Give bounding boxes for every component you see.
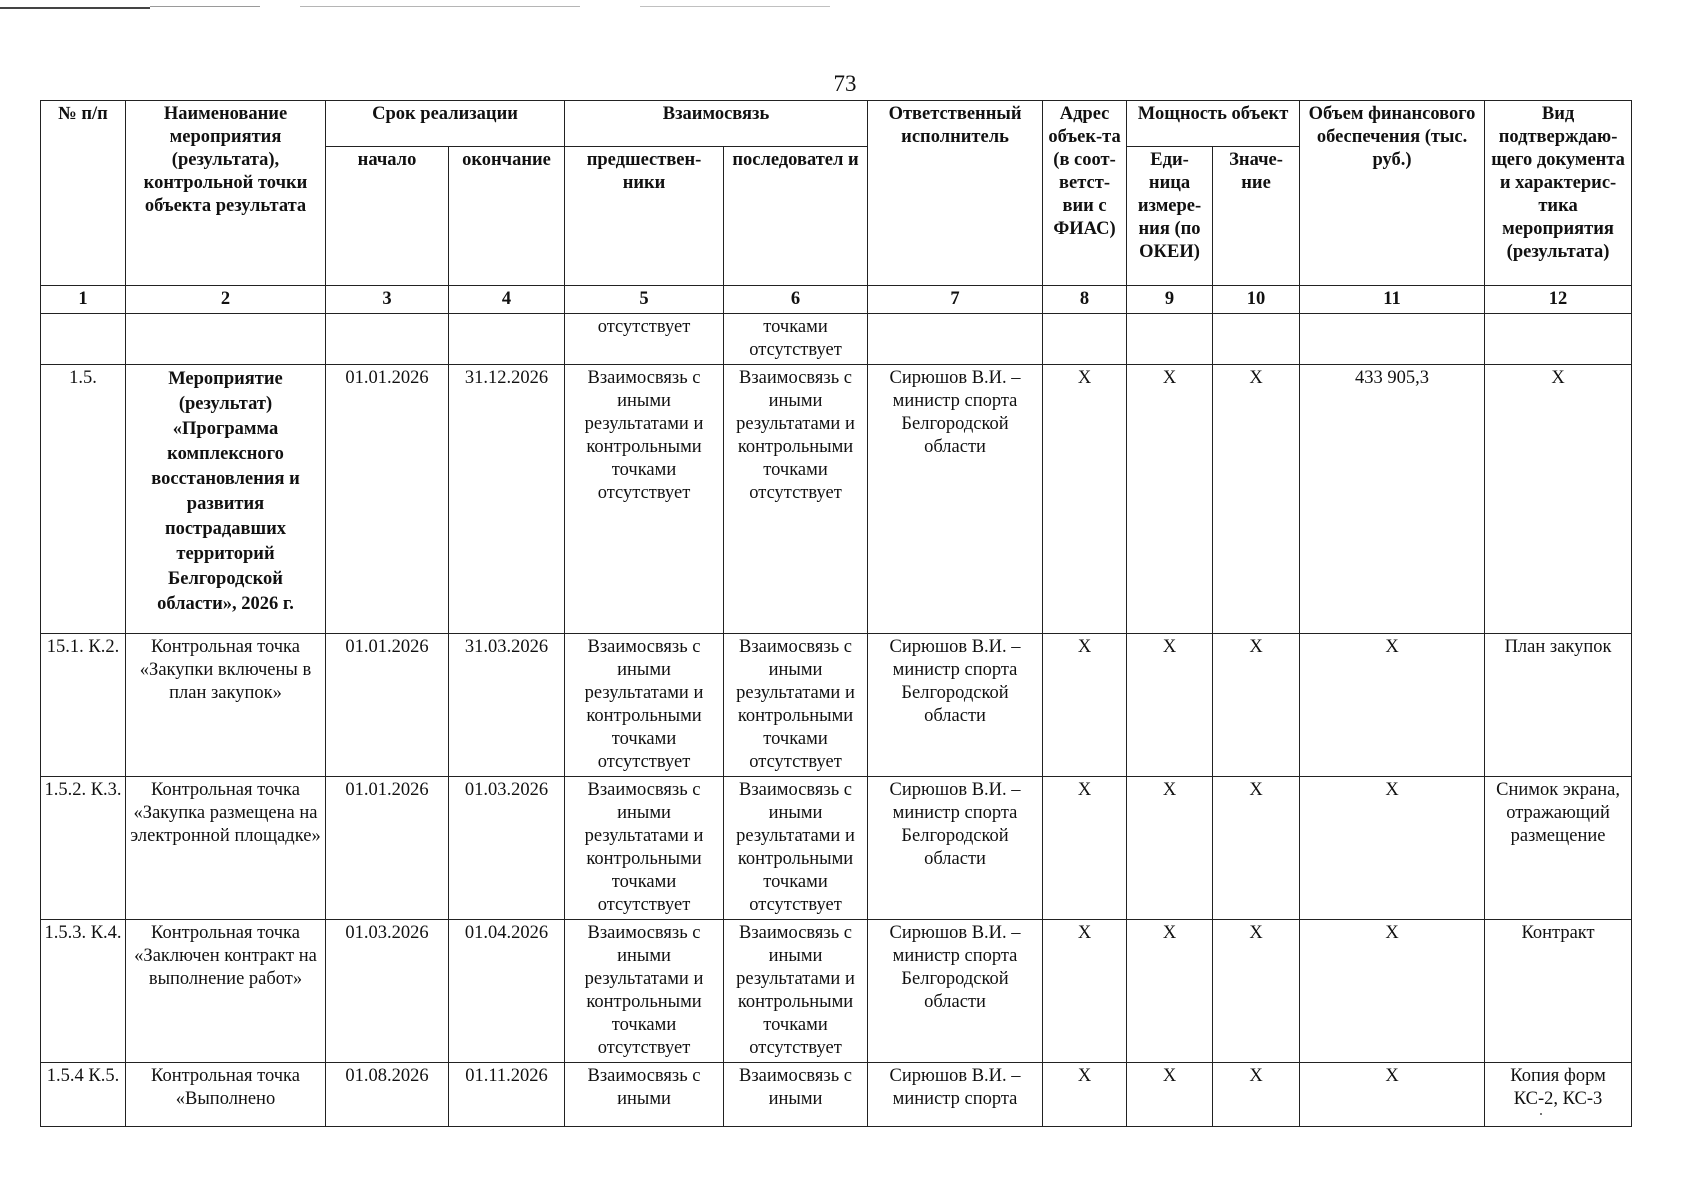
table-row — [41, 365, 1632, 634]
cell-start: 01.01.2026 — [326, 777, 449, 920]
cell-financing: X — [1300, 777, 1485, 920]
cell-financing: X — [1300, 634, 1485, 777]
cell-unit: X — [1127, 920, 1213, 1063]
cell-responsible: Сирюшов В.И. – министр спорта Белгородской области — [868, 920, 1043, 1063]
plan-table — [40, 100, 1632, 1127]
cell-end: 01.11.2026 — [449, 1063, 565, 1127]
column-number: 7 — [868, 286, 1043, 314]
table-row — [41, 777, 1632, 920]
cell-num: 1.5.4 К.5. — [41, 1063, 126, 1127]
cell-start: 01.01.2026 — [326, 634, 449, 777]
cell-start: 01.01.2026 — [326, 365, 449, 634]
cell-num: 1.5. — [41, 365, 126, 634]
header-term: Срок реализации — [326, 101, 565, 147]
cell-value — [1213, 314, 1300, 365]
cell-successors: Взаимосвязь с иными — [724, 1063, 868, 1127]
cell-address — [1043, 314, 1127, 365]
table-row-continuation — [41, 314, 1632, 365]
cell-unit: X — [1127, 365, 1213, 634]
cell-unit: X — [1127, 634, 1213, 777]
cell-document: Снимок экрана, отражающий размещение — [1485, 777, 1632, 920]
cell-predecessors: Взаимосвязь с иными результатами и контрольными точками отсутствует — [565, 365, 724, 634]
cell-address: X — [1043, 1063, 1127, 1127]
cell-value: X — [1213, 1063, 1300, 1127]
cell-name: Контрольная точка «Заключен контракт на выполнение работ» — [126, 920, 326, 1063]
cell-responsible: Сирюшов В.И. – министр спорта Белгородской области — [868, 365, 1043, 634]
cell-num — [41, 314, 126, 365]
cell-num: 1.5.3. К.4. — [41, 920, 126, 1063]
cell-value: X — [1213, 777, 1300, 920]
cell-value: X — [1213, 365, 1300, 634]
cell-document: Контракт — [1485, 920, 1632, 1063]
cell-unit: X — [1127, 777, 1213, 920]
cell-successors: Взаимосвязь с иными результатами и контрольными точками отсутствует — [724, 777, 868, 920]
cell-end: 31.03.2026 — [449, 634, 565, 777]
cell-financing: 433 905,3 — [1300, 365, 1485, 634]
header-predecessors: предшествен-ники — [565, 147, 724, 286]
cell-name — [126, 314, 326, 365]
cell-responsible: Сирюшов В.И. – министр спорта — [868, 1063, 1043, 1127]
cell-address: X — [1043, 777, 1127, 920]
column-number: 2 — [126, 286, 326, 314]
cell-responsible: Сирюшов В.И. – министр спорта Белгородской области — [868, 777, 1043, 920]
column-number: 5 — [565, 286, 724, 314]
cell-unit — [1127, 314, 1213, 365]
cell-document: Копия форм КС-2, КС-3 — [1485, 1063, 1632, 1127]
header-financing: Объем финансового обеспечения (тыс. руб.) — [1300, 101, 1485, 286]
cell-financing: X — [1300, 920, 1485, 1063]
column-number: 3 — [326, 286, 449, 314]
cell-document — [1485, 314, 1632, 365]
cell-financing — [1300, 314, 1485, 365]
cell-predecessors: Взаимосвязь с иными результатами и контрольными точками отсутствует — [565, 634, 724, 777]
column-number: 11 — [1300, 286, 1485, 314]
header-successors: последовател и — [724, 147, 868, 286]
header-link: Взаимосвязь — [565, 101, 868, 147]
header-power: Мощность объект — [1127, 101, 1300, 147]
table-row — [41, 1063, 1632, 1127]
cell-value: X — [1213, 920, 1300, 1063]
header-responsible: Ответственный исполнитель — [868, 101, 1043, 286]
column-number: 12 — [1485, 286, 1632, 314]
cell-name: Контрольная точка «Выполнено — [126, 1063, 326, 1127]
header-start: начало — [326, 147, 449, 286]
column-number: 6 — [724, 286, 868, 314]
cell-value: X — [1213, 634, 1300, 777]
cell-document: X — [1485, 365, 1632, 634]
cell-name: Контрольная точка «Закупка размещена на электронной площадке» — [126, 777, 326, 920]
header-num: № п/п — [41, 101, 126, 286]
column-number: 8 — [1043, 286, 1127, 314]
cell-responsible — [868, 314, 1043, 365]
cell-end: 01.04.2026 — [449, 920, 565, 1063]
cell-predecessors: Взаимосвязь с иными — [565, 1063, 724, 1127]
cell-successors: Взаимосвязь с иными результатами и контрольными точками отсутствует — [724, 920, 868, 1063]
cell-responsible: Сирюшов В.И. – министр спорта Белгородской области — [868, 634, 1043, 777]
cell-address: X — [1043, 920, 1127, 1063]
cell-name: Мероприятие (результат) «Программа комплексного восстановления и развития пострадавших территорий Белгородской области», 2026 г. — [126, 365, 326, 634]
cell-address: X — [1043, 634, 1127, 777]
page-number: 73 — [833, 71, 857, 96]
header-end: окончание — [449, 147, 565, 286]
cell-start: 01.03.2026 — [326, 920, 449, 1063]
table-row — [41, 634, 1632, 777]
column-number: 10 — [1213, 286, 1300, 314]
cell-name: Контрольная точка «Закупки включены в план закупок» — [126, 634, 326, 777]
cell-financing: X — [1300, 1063, 1485, 1127]
header-value: Значе-ние — [1213, 147, 1300, 286]
header-unit: Еди-ница измере-ния (по ОКЕИ) — [1127, 147, 1213, 286]
header-address: Адрес объек-та (в соот-ветст-вии с ФИАС) — [1043, 101, 1127, 286]
cell-successors: Взаимосвязь с иными результатами и контрольными точками отсутствует — [724, 634, 868, 777]
cell-document: План закупок — [1485, 634, 1632, 777]
cell-successors: Взаимосвязь с иными результатами и контрольными точками отсутствует — [724, 365, 868, 634]
cell-num: 1.5.2. К.3. — [41, 777, 126, 920]
header-row — [41, 101, 1632, 147]
cell-end: 01.03.2026 — [449, 777, 565, 920]
scan-edge-line — [0, 7, 150, 9]
column-number-row — [41, 286, 1632, 314]
header-name: Наименование мероприятия (результата), контрольной точки объекта результата — [126, 101, 326, 286]
cell-successors: точками отсутствует — [724, 314, 868, 365]
column-number: 9 — [1127, 286, 1213, 314]
scan-edge-line — [640, 6, 830, 7]
cell-end: 31.12.2026 — [449, 365, 565, 634]
cell-predecessors: Взаимосвязь с иными результатами и контрольными точками отсутствует — [565, 920, 724, 1063]
header-document: Вид подтверждаю-щего документа и характерис-тика мероприятия (результата) — [1485, 101, 1632, 286]
scan-edge-line — [300, 6, 580, 7]
cell-predecessors: Взаимосвязь с иными результатами и контрольными точками отсутствует — [565, 777, 724, 920]
cell-predecessors: отсутствует — [565, 314, 724, 365]
column-number: 1 — [41, 286, 126, 314]
cell-address: X — [1043, 365, 1127, 634]
column-number: 4 — [449, 286, 565, 314]
cell-num: 15.1. К.2. — [41, 634, 126, 777]
cell-start — [326, 314, 449, 365]
cell-unit: X — [1127, 1063, 1213, 1127]
scan-edge-line — [150, 6, 260, 7]
table-row — [41, 920, 1632, 1063]
cell-start: 01.08.2026 — [326, 1063, 449, 1127]
cell-end — [449, 314, 565, 365]
